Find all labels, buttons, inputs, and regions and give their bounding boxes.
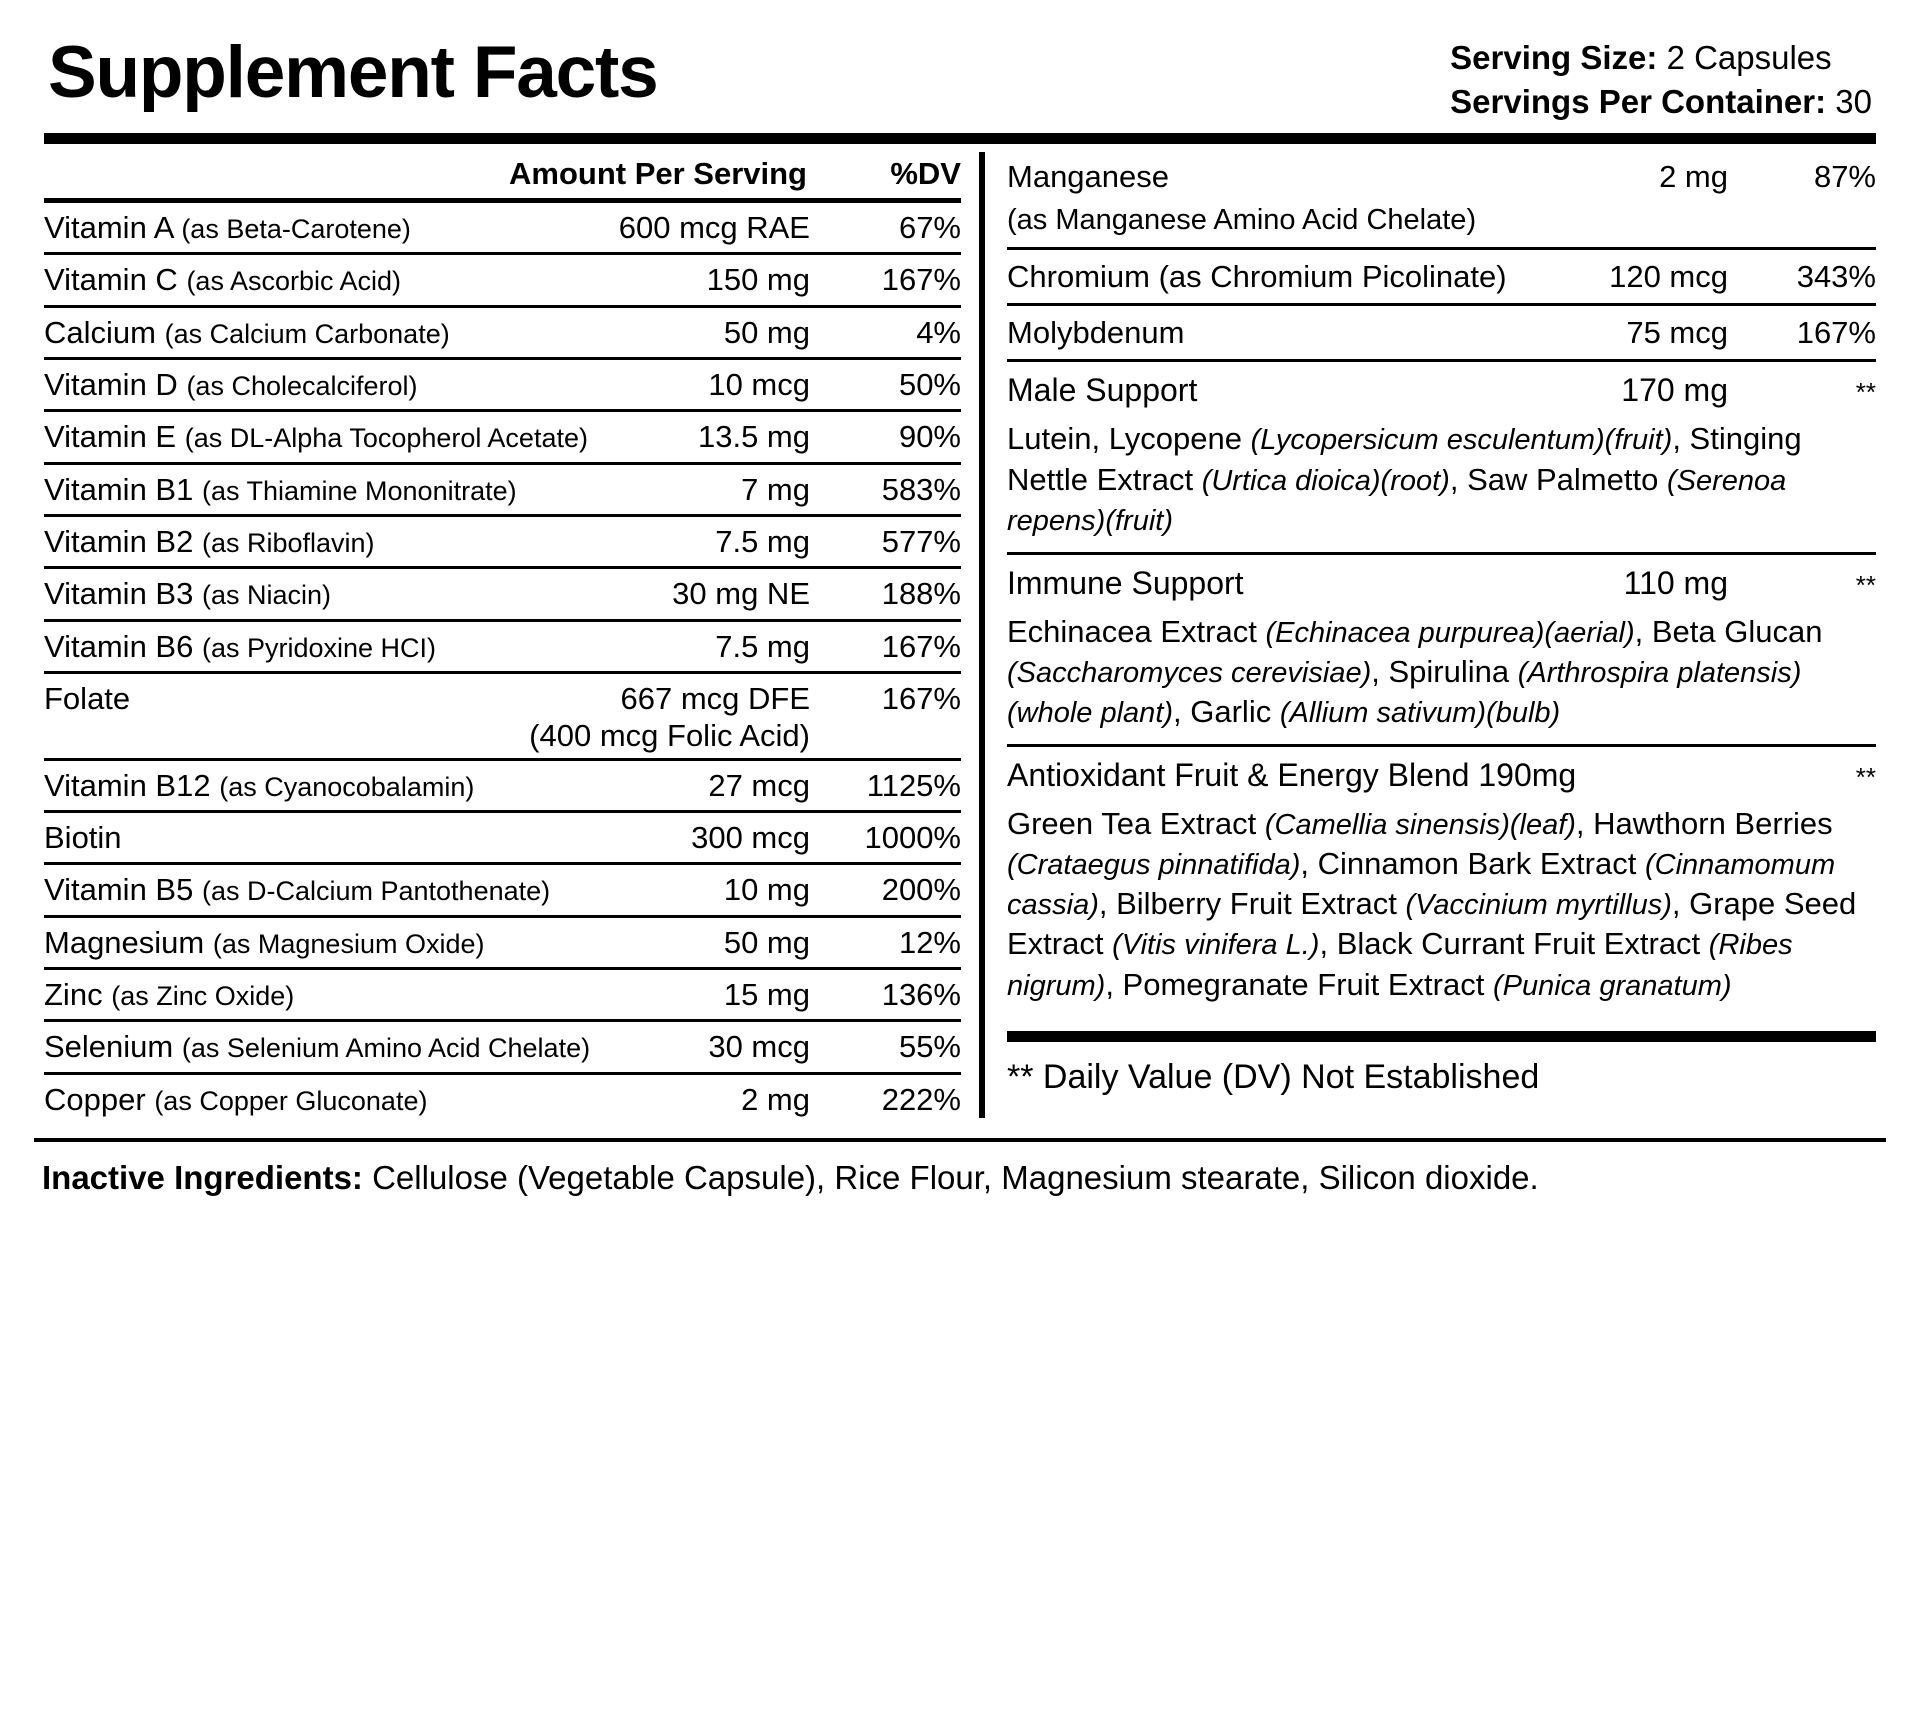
table-row bbox=[1007, 303, 1876, 359]
nutrient-name: Vitamin E bbox=[44, 419, 177, 455]
nutrient-dv: 1125% bbox=[866, 767, 961, 803]
nutrient-name: Molybdenum bbox=[1007, 315, 1185, 351]
nutrient-dv: 67% bbox=[898, 210, 961, 246]
table-row bbox=[44, 514, 961, 566]
servings-per-container-label: Servings Per Container: bbox=[1450, 82, 1827, 120]
nutrient-source: (as Cholecalciferol) bbox=[186, 371, 418, 402]
inactive-ingredients bbox=[34, 1142, 1886, 1198]
nutrient-name: Magnesium bbox=[44, 924, 205, 960]
table-row bbox=[44, 915, 961, 967]
nutrient-source: (as Manganese Amino Acid Chelate) bbox=[1007, 204, 1477, 237]
header-divider bbox=[44, 133, 1876, 144]
nutrient-source: (as D-Calcium Pantothenate) bbox=[201, 876, 551, 907]
blend-dv: ** bbox=[1855, 762, 1876, 793]
table-row bbox=[44, 810, 961, 862]
nutrient-name: Vitamin C bbox=[44, 262, 178, 298]
nutrient-name: Calcium bbox=[44, 314, 156, 350]
nutrient-name: Manganese bbox=[1007, 159, 1170, 195]
nutrient-name: Selenium bbox=[44, 1029, 174, 1065]
nutrient-amount: 667 mcg DFE bbox=[620, 681, 810, 717]
nutrient-amount: 75 mcg bbox=[1626, 315, 1728, 351]
nutrient-amount: 120 mcg bbox=[1609, 259, 1728, 295]
right-nutrient-column bbox=[985, 144, 1876, 1124]
nutrient-dv: 200% bbox=[881, 872, 961, 908]
nutrient-amount: 10 mg bbox=[723, 872, 810, 908]
nutrient-amount: 30 mcg bbox=[708, 1029, 810, 1065]
blend-name: Immune Support bbox=[1007, 564, 1244, 601]
table-row bbox=[44, 758, 961, 810]
blend-amount: 170 mg bbox=[1621, 372, 1728, 409]
inactive-ingredients-label: Inactive Ingredients: bbox=[42, 1159, 363, 1196]
nutrient-dv: 87% bbox=[1813, 159, 1876, 195]
nutrient-source: (as Pyridoxine HCI) bbox=[201, 632, 437, 663]
blend-ingredients: Green Tea Extract (Camellia sinensis)(leaf), Hawthorn Berries (Crataegus pinnatifida), Cinnamon Bark Extract (Cinnamomum cassia), Bilberry Fruit Extract (Vaccinium myrtillus), Grape Seed Extract (Vitis vinifera L.), Black Currant Fruit Extract (Ribes nigrum), Pomegranate Fruit Extract (Punica granatum) bbox=[1007, 806, 1857, 1002]
table-row bbox=[44, 862, 961, 914]
nutrient-dv: 167% bbox=[881, 628, 961, 664]
nutrient-name: Vitamin A bbox=[44, 210, 173, 246]
nutrient-dv: 583% bbox=[881, 471, 961, 507]
table-row bbox=[1007, 144, 1876, 203]
nutrient-source: (as Riboflavin) bbox=[201, 528, 375, 559]
nutrient-dv: 188% bbox=[881, 576, 961, 612]
nutrient-name: Zinc bbox=[44, 977, 103, 1013]
dv-header: %DV bbox=[890, 156, 961, 192]
serving-info bbox=[1450, 36, 1872, 123]
nutrient-columns bbox=[44, 144, 1876, 1124]
blend-name: Antioxidant Fruit & Energy Blend 190mg bbox=[1007, 757, 1577, 794]
table-row bbox=[44, 1019, 961, 1071]
table-row bbox=[44, 357, 961, 409]
nutrient-source: (as Niacin) bbox=[201, 580, 331, 611]
blend-ingredients: Lutein, Lycopene (Lycopersicum esculentum)(fruit), Stinging Nettle Extract (Urtica dioica)(root), Saw Palmetto (Serenoa repens)(fruit) bbox=[1007, 421, 1802, 537]
nutrient-name: Vitamin B6 bbox=[44, 628, 194, 664]
nutrient-dv: 12% bbox=[898, 924, 961, 960]
dv-footnote: ** Daily Value (DV) Not Established bbox=[1007, 1057, 1540, 1096]
header bbox=[34, 18, 1886, 123]
nutrient-source: (as Magnesium Oxide) bbox=[212, 928, 485, 959]
nutrient-amount: 50 mg bbox=[723, 314, 810, 350]
nutrient-dv: 55% bbox=[898, 1029, 961, 1065]
nutrient-amount: 10 mcg bbox=[708, 367, 810, 403]
nutrient-name: Biotin bbox=[44, 820, 122, 856]
nutrient-amount: 600 mcg RAE bbox=[618, 210, 810, 246]
nutrient-name: Copper bbox=[44, 1081, 146, 1117]
table-row bbox=[44, 967, 961, 1019]
nutrient-amount: 15 mg bbox=[723, 977, 810, 1013]
nutrient-amount: 27 mcg bbox=[708, 767, 810, 803]
column-headers bbox=[44, 144, 961, 198]
table-row bbox=[1007, 247, 1876, 303]
table-row bbox=[44, 1072, 961, 1124]
nutrient-source: (as Calcium Carbonate) bbox=[164, 318, 450, 349]
nutrient-amount: 2 mg bbox=[741, 1081, 810, 1117]
table-row bbox=[44, 198, 961, 252]
blend-header bbox=[1007, 359, 1876, 413]
table-row bbox=[44, 619, 961, 671]
nutrient-name: Vitamin B2 bbox=[44, 524, 194, 560]
folate-secondary-amount: (400 mcg Folic Acid) bbox=[529, 718, 810, 754]
blend-header bbox=[1007, 744, 1876, 798]
nutrient-dv: 90% bbox=[898, 419, 961, 455]
table-row bbox=[44, 409, 961, 461]
blend-dv: ** bbox=[1855, 569, 1876, 600]
nutrient-amount: 2 mg bbox=[1659, 159, 1728, 195]
serving-size-label: Serving Size: bbox=[1450, 39, 1658, 76]
table-row bbox=[44, 252, 961, 304]
nutrient-source: (as Copper Gluconate) bbox=[154, 1085, 428, 1116]
nutrient-name: Vitamin B3 bbox=[44, 576, 194, 612]
blend-ingredients: Echinacea Extract (Echinacea purpurea)(aerial), Beta Glucan (Saccharomyces cerevisiae), Spirulina (Arthrospira platensis)(whole plant), Garlic (Allium sativum)(bulb) bbox=[1007, 613, 1823, 729]
nutrient-dv: 222% bbox=[881, 1081, 961, 1117]
nutrient-amount: 13.5 mg bbox=[697, 419, 810, 455]
nutrient-name: Vitamin B12 bbox=[44, 767, 211, 803]
nutrient-name: Chromium bbox=[1007, 259, 1150, 295]
nutrient-name: Vitamin B5 bbox=[44, 872, 194, 908]
nutrient-amount: 7.5 mg bbox=[715, 628, 810, 664]
nutrient-dv: 577% bbox=[881, 524, 961, 560]
page-title: Supplement Facts bbox=[48, 32, 658, 113]
table-row-folate bbox=[44, 671, 961, 758]
nutrient-source: (as Chromium Picolinate) bbox=[1158, 259, 1507, 295]
nutrient-amount: 150 mg bbox=[706, 262, 810, 298]
nutrient-source: (as Ascorbic Acid) bbox=[186, 266, 402, 297]
blend-header bbox=[1007, 552, 1876, 606]
table-row bbox=[44, 462, 961, 514]
nutrient-dv: 50% bbox=[898, 367, 961, 403]
nutrient-source: (as Zinc Oxide) bbox=[111, 981, 295, 1012]
nutrient-dv: 167% bbox=[881, 681, 961, 717]
footnote-divider bbox=[1007, 1031, 1876, 1042]
nutrient-amount: 7 mg bbox=[741, 471, 810, 507]
table-row bbox=[44, 566, 961, 618]
nutrient-dv: 343% bbox=[1796, 259, 1876, 295]
serving-size-value: 2 Capsules bbox=[1666, 39, 1832, 76]
nutrient-dv: 167% bbox=[881, 262, 961, 298]
serving-size-line bbox=[1450, 36, 1872, 80]
nutrient-dv: 1000% bbox=[864, 820, 961, 856]
nutrient-amount: 50 mg bbox=[723, 924, 810, 960]
nutrient-dv: 4% bbox=[916, 314, 961, 350]
nutrient-dv: 136% bbox=[881, 977, 961, 1013]
nutrient-name: Vitamin D bbox=[44, 367, 178, 403]
nutrient-amount: 7.5 mg bbox=[715, 524, 810, 560]
blend-dv: ** bbox=[1855, 377, 1876, 408]
servings-per-container-value: 30 bbox=[1835, 82, 1872, 120]
nutrient-dv: 167% bbox=[1796, 315, 1876, 351]
blend-name: Male Support bbox=[1007, 372, 1198, 409]
table-row bbox=[44, 305, 961, 357]
nutrient-source: (as Thiamine Mononitrate) bbox=[201, 475, 517, 506]
nutrient-source: (as DL-Alpha Tocopherol Acetate) bbox=[184, 423, 588, 454]
servings-per-container-line bbox=[1450, 80, 1872, 124]
nutrient-amount: 300 mcg bbox=[691, 820, 810, 856]
nutrient-name: Vitamin B1 bbox=[44, 471, 194, 507]
nutrient-source: (as Selenium Amino Acid Chelate) bbox=[181, 1033, 591, 1064]
nutrient-source: (as Beta-Carotene) bbox=[181, 214, 411, 245]
amount-per-serving-header: Amount Per Serving bbox=[509, 156, 807, 192]
nutrient-amount: 30 mg NE bbox=[672, 576, 810, 612]
inactive-ingredients-text: Cellulose (Vegetable Capsule), Rice Flour, Magnesium stearate, Silicon dioxide. bbox=[372, 1159, 1539, 1196]
nutrient-name: Folate bbox=[44, 681, 131, 717]
blend-amount: 110 mg bbox=[1623, 564, 1728, 601]
left-nutrient-column bbox=[44, 144, 979, 1124]
nutrient-source: (as Cyanocobalamin) bbox=[219, 771, 475, 802]
